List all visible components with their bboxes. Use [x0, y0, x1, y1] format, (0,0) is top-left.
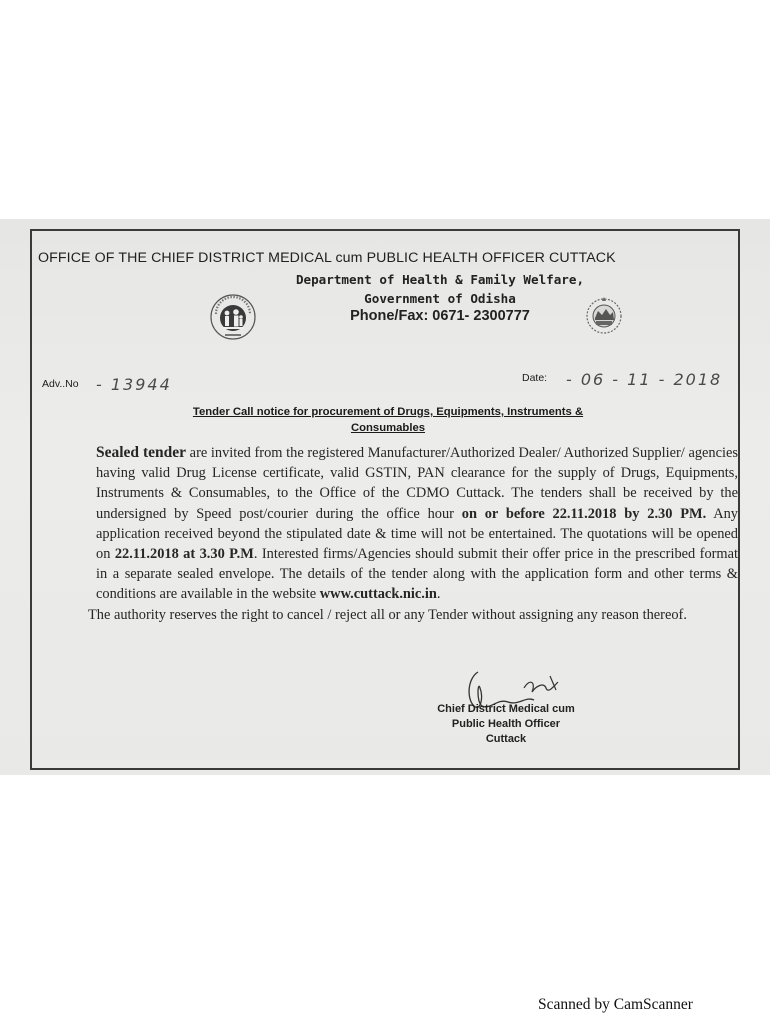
tender-notice-title — [70, 404, 706, 436]
sealed-tender-lead: Sealed tender — [96, 444, 187, 461]
national-health-mission-seal-icon — [208, 292, 258, 342]
date-handwritten: - 06 - 11 - 2018 — [566, 370, 723, 389]
paragraph-1-text-a: are invited from the registered Manufacturer/Authorized Dealer/ Authorized Supplier/ agencies having valid Drug License certificate, valid GSTIN, PAN clearance for the supply of Drugs, Equipments, Instruments & Consumables, to the Office of the CDMO Cuttack. The tenders shall be received by the undersigned by Speed post/courier during the office hour — [96, 445, 738, 522]
signatory-line1: Chief District Medical cum — [437, 703, 575, 715]
opening-date-time: 22.11.2018 at 3.30 P.M — [114, 546, 254, 563]
tender-title-line1: Tender Call notice for procurement of Drugs, Equipments, Instruments & — [192, 406, 584, 418]
signatory-line3: Cuttack — [485, 733, 527, 745]
adv-no-label: Adv..No — [42, 378, 79, 390]
paragraph-1-text-c: . Interested firms/Agencies should submit their offer price in the prescribed format in a separate sealed envelope. The details of the tender along with the application form and other terms & conditions are available in the website — [96, 546, 739, 603]
submission-deadline: on or before 22.11.2018 by 2.30 PM. — [461, 505, 707, 522]
adv-number-handwritten: - 13944 — [96, 375, 172, 394]
signatory-block — [408, 702, 604, 747]
tender-notice-body — [40, 443, 738, 625]
paragraph-1-end: . — [436, 586, 441, 603]
department-line: Department of Health & Family Welfare, — [295, 272, 585, 287]
date-label: Date: — [522, 372, 548, 384]
phone-fax: Phone/Fax: 0671- 2300777 — [350, 308, 530, 324]
paragraph-1-text-b: Any application received beyond the stipulated date & time will not be entertained. The quotations will be opened on — [96, 505, 738, 563]
website-link[interactable]: www.cuttack.nic.in — [319, 586, 437, 603]
tender-paragraph-2: The authority reserves the right to cancel / reject all or any Tender without assigning any reason thereof. — [88, 606, 687, 623]
office-title: OFFICE OF THE CHIEF DISTRICT MEDICAL cum PUBLIC HEALTH OFFICER CUTTACK — [38, 250, 616, 266]
scanned-by-footer: Scanned by CamScanner — [538, 996, 693, 1013]
signatory-line2: Public Health Officer — [451, 718, 561, 730]
government-of-odisha-emblem-icon — [584, 295, 624, 337]
tender-paragraph-1 — [40, 443, 738, 605]
government-line: Government of Odisha — [364, 291, 516, 306]
tender-title-line2: Consumables — [350, 422, 426, 434]
